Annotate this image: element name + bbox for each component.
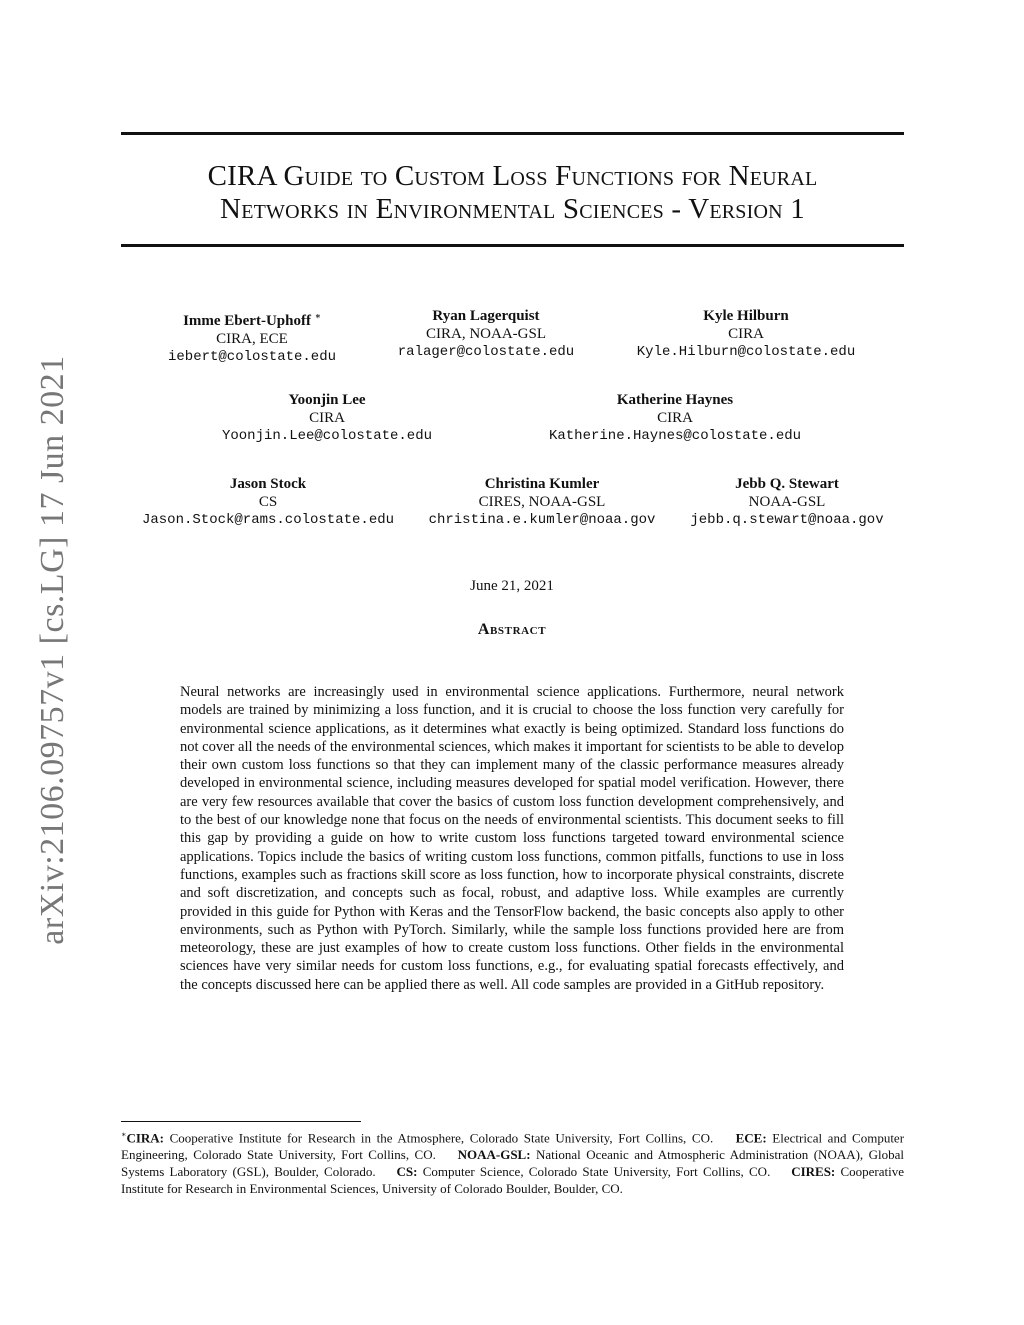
author-name: Yoonjin Lee	[288, 392, 366, 408]
author-name: Jebb Q. Stewart	[735, 476, 839, 492]
author-block	[637, 307, 855, 361]
publication-date: June 21, 2021	[470, 578, 554, 594]
author-affiliation: CIRES, NOAA-GSL	[478, 494, 606, 510]
footnote-term: CS:	[396, 1164, 418, 1180]
title-line-1: CIRA Guide to Custom Loss Functions for Neural	[207, 160, 818, 192]
author-email: ralager@colostate.edu	[397, 344, 575, 360]
author-name: Christina Kumler	[484, 476, 600, 492]
footnote-definition: Cooperative Institute for Research in the Atmosphere, Colorado State University, Fort Collins, CO.	[169, 1130, 714, 1146]
author-block	[222, 391, 432, 445]
author-affiliation: CIRA, NOAA-GSL	[426, 326, 546, 342]
author-name: Ryan Lagerquist	[432, 308, 540, 324]
footnote-definition: Computer Science, Colorado State University, Fort Collins, CO.	[422, 1164, 771, 1180]
footnote-term: NOAA-GSL:	[457, 1147, 531, 1163]
title-top-rule	[121, 132, 904, 135]
author-name: Imme Ebert-Uphoff	[183, 313, 311, 329]
abstract-heading: Abstract	[477, 621, 547, 638]
arxiv-identifier: arXiv:2106.09757v1 [cs.LG] 17 Jun 2021	[34, 355, 71, 945]
author-email: christina.e.kumler@noaa.gov	[428, 512, 656, 528]
author-block	[690, 475, 883, 529]
title-bottom-rule	[121, 244, 904, 247]
author-block	[142, 475, 394, 529]
author-email: iebert@colostate.edu	[167, 349, 337, 365]
author-email: Katherine.Haynes@colostate.edu	[548, 428, 802, 444]
author-block	[398, 307, 574, 361]
title-line-2: Networks in Environmental Sciences - Version 1	[220, 193, 805, 225]
author-affiliation: CIRA, ECE	[216, 331, 288, 347]
affiliation-footnote	[121, 1126, 904, 1197]
author-block	[168, 307, 336, 366]
footnote-marker: ∗	[121, 1130, 127, 1139]
author-block	[429, 475, 656, 529]
author-affiliation: CS	[258, 494, 278, 510]
abstract-text: Neural networks are increasingly used in environmental science applications. Furthermore, neural network models are trained by minimizing a loss function, and it is crucial to choose the loss function very carefully for environmental science applications, as it determines what exactly is being optimized. Standard loss functions do not cover all the needs of the environmental sciences, which makes it important for scientists to be able to develop their own custom loss functions so that they can implement many of the classic performance measures already developed in environmental science, including measures developed for spatial model verification. However, there are very few resources available that cover the basics of custom loss function development comprehensively, and to the best of our knowledge none that focus on the needs of environmental scientists. This document seeks to fill this gap by providing a guide on how to write custom loss functions targeted toward environmental science applications. Topics include the basics of writing custom loss functions, common pitfalls, functions to use in loss functions, examples such as fractions skill score as loss function, how to incorporate physical constraints, discrete and soft discretization, and concepts such as focal, robust, and adaptive loss. While examples are currently provided in this guide for Python with Keras and the TensorFlow backend, the basic concepts also apply to other environments, such as Python with PyTorch. Similarly, while the sample loss functions provided here are from meteorology, these are just examples of how to create custom loss functions. Other fields in the environmental sciences have very similar needs for custom loss functions, e.g., for evaluating spatial forecasts effectively, and the concepts discussed here can be applied there as well. All code samples are provided in a GitHub repository.	[180, 684, 844, 993]
footnote-term: ECE:	[735, 1130, 767, 1146]
author-email: Jason.Stock@rams.colostate.edu	[141, 512, 395, 528]
author-email: Yoonjin.Lee@colostate.edu	[221, 428, 433, 444]
author-affiliation: CIRA	[309, 410, 345, 426]
author-affiliation: CIRA	[657, 410, 693, 426]
author-email: Kyle.Hilburn@colostate.edu	[636, 344, 856, 360]
footnote-marker: ∗	[314, 311, 321, 321]
paper-title	[121, 160, 904, 226]
footnote-term: CIRES:	[791, 1164, 836, 1180]
footnote-definition: National Oceanic and Atmospheric Administration (NOAA), Global Systems Laboratory (GSL), Boulder, Colorado.	[121, 1147, 904, 1180]
author-affiliation: CIRA	[728, 326, 764, 342]
footnote-definition: Electrical and Computer Engineering, Colorado State University, Fort Collins, CO.	[121, 1130, 905, 1163]
footnote-term: CIRA:	[126, 1130, 164, 1146]
author-name: Katherine Haynes	[616, 392, 734, 408]
author-email: jebb.q.stewart@noaa.gov	[690, 512, 884, 528]
footnote-rule	[121, 1121, 361, 1122]
author-name: Kyle Hilburn	[703, 308, 789, 324]
author-block	[549, 391, 801, 445]
author-affiliation: NOAA-GSL	[748, 494, 826, 510]
author-name: Jason Stock	[229, 476, 307, 492]
footnote-definition: Cooperative Institute for Research in Environmental Sciences, University of Colorado Boulder, Boulder, CO.	[121, 1164, 905, 1197]
